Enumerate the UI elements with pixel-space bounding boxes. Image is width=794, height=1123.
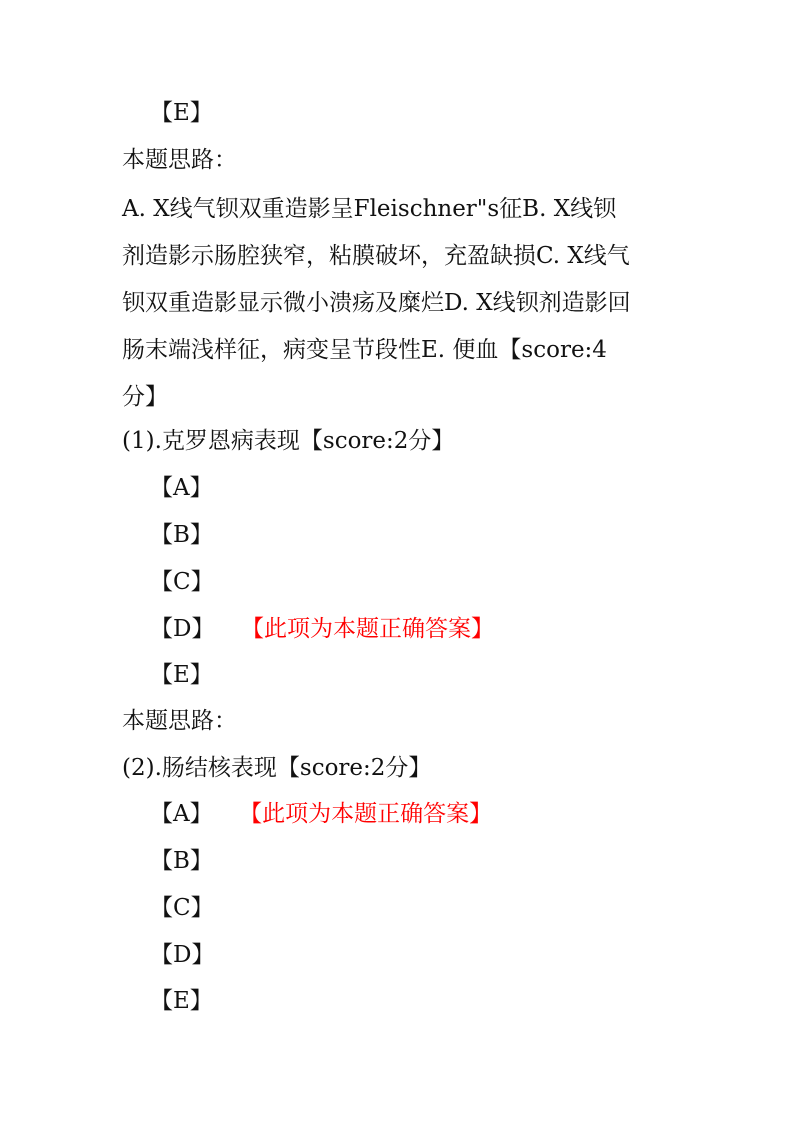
q1-option-d: 【D】 (150, 616, 215, 642)
q2-option-a-row (150, 791, 664, 838)
explanation-line: 剂造影示肠腔狭窄，粘膜破坏，充盈缺损C. X线气 (122, 243, 630, 269)
q1-option-c: 【C】 (150, 569, 214, 595)
idea-label: 本题思路： (122, 147, 237, 173)
explanation-line: 分】 (122, 384, 168, 410)
q1-option-e: 【E】 (150, 662, 213, 688)
explanation-paragraph (122, 186, 670, 421)
q2-option-b: 【B】 (150, 848, 213, 874)
q2-option-c: 【C】 (150, 895, 214, 921)
q2-option-e: 【E】 (150, 988, 213, 1014)
question-1-title: (1).克罗恩病表现【score:2分】 (122, 428, 455, 454)
correct-answer-mark: 【此项为本题正确答案】 (250, 801, 493, 827)
correct-answer-mark: 【此项为本题正确答案】 (252, 616, 494, 642)
explanation-line: 钡双重造影显示微小溃疡及糜烂D. X线钡剂造影回 (122, 290, 631, 316)
question-2-title: (2).肠结核表现【score:2分】 (122, 755, 432, 781)
q1-idea-label: 本题思路： (122, 708, 237, 734)
option-e: 【E】 (150, 100, 213, 126)
q2-option-d: 【D】 (150, 942, 215, 968)
q1-option-b: 【B】 (150, 522, 213, 548)
q1-option-d-row (150, 606, 664, 653)
q1-option-a: 【A】 (150, 475, 213, 501)
explanation-line: A. X线气钡双重造影呈Fleischner"s征B. X线钡 (122, 196, 617, 222)
q2-option-a: 【A】 (150, 801, 213, 827)
explanation-line: 肠末端浅样征，病变呈节段性E. 便血【score:4 (122, 337, 607, 363)
